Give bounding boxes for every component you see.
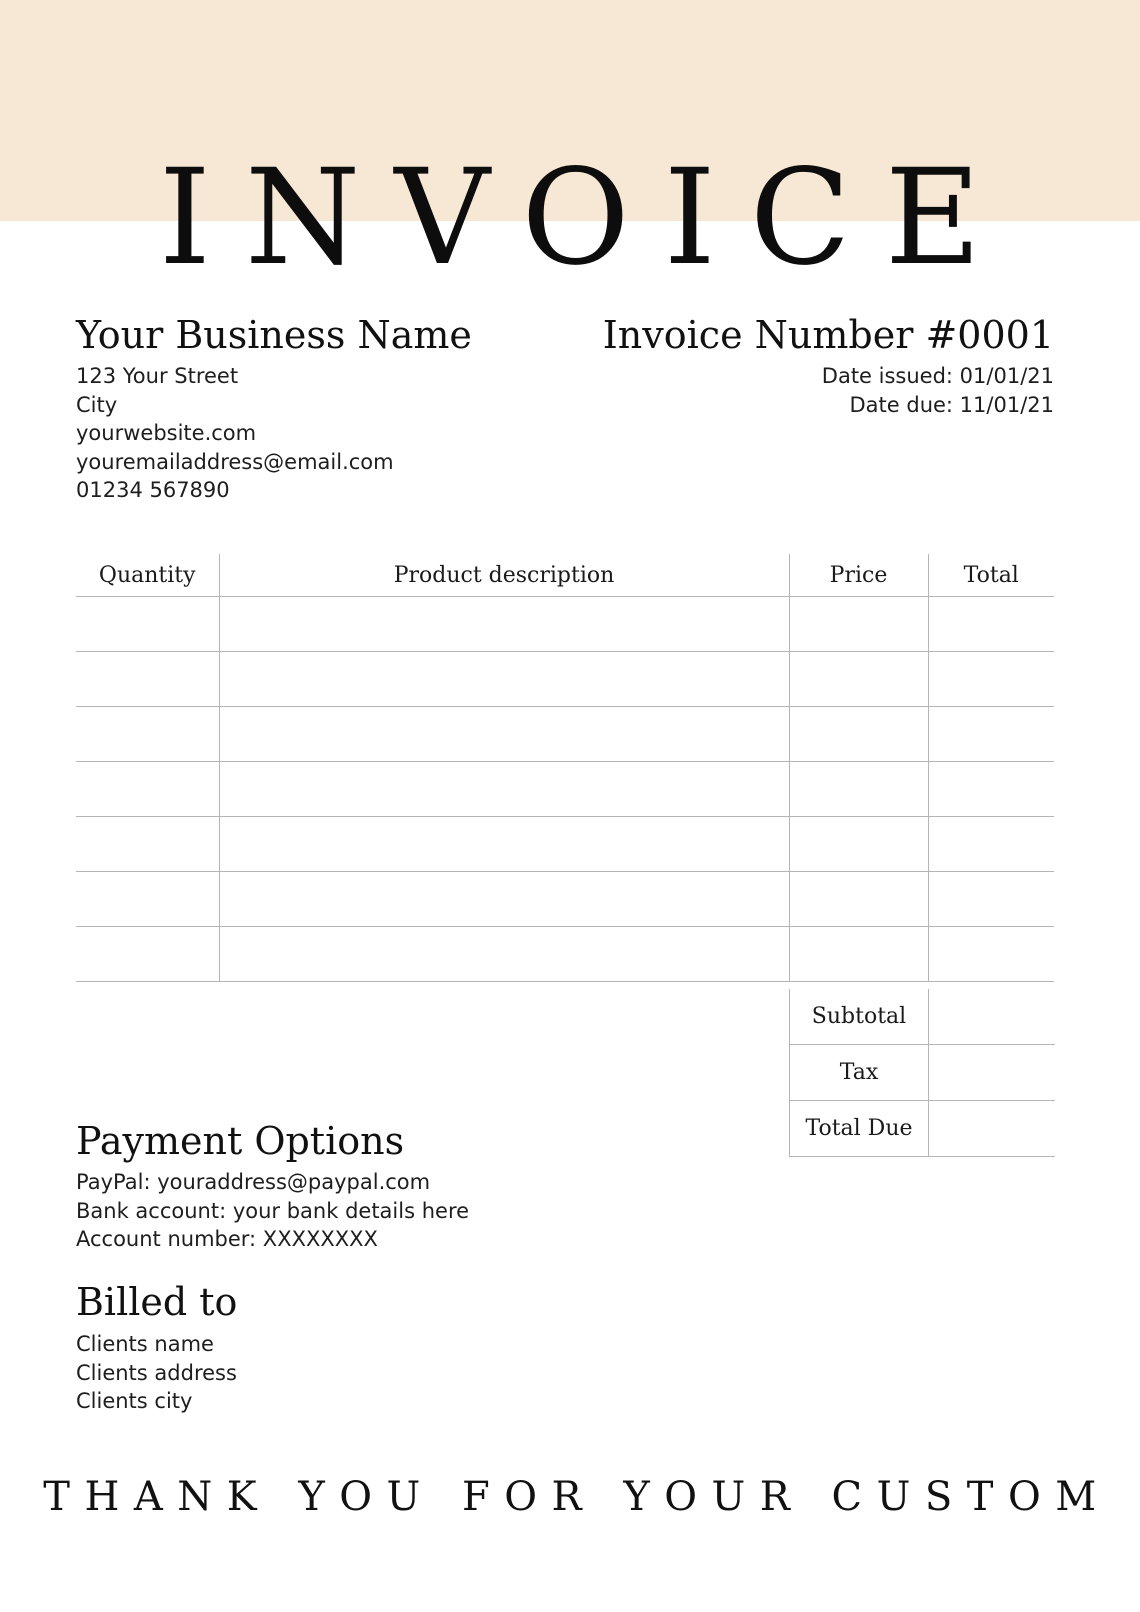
- total-due-row: [790, 1101, 1055, 1157]
- price-cell[interactable]: [789, 597, 928, 652]
- table-header-row: [76, 554, 1054, 597]
- description-cell[interactable]: [219, 927, 789, 982]
- total-due-value[interactable]: [929, 1101, 1055, 1157]
- price-cell[interactable]: [789, 762, 928, 817]
- total-due-label: Total Due: [790, 1101, 929, 1157]
- client-address: Clients address: [76, 1360, 237, 1385]
- description-cell[interactable]: [219, 762, 789, 817]
- description-cell[interactable]: [219, 652, 789, 707]
- billed-to-block: [76, 1330, 237, 1416]
- quantity-cell[interactable]: [76, 652, 219, 707]
- total-cell[interactable]: [928, 762, 1054, 817]
- quantity-cell[interactable]: [76, 597, 219, 652]
- header-price: Price: [789, 554, 928, 597]
- tax-row: [790, 1045, 1055, 1101]
- payment-options-block: [76, 1168, 469, 1254]
- total-cell[interactable]: [928, 652, 1054, 707]
- table-row: [76, 762, 1054, 817]
- header-total: Total: [928, 554, 1054, 597]
- invoice-number: Invoice Number #0001: [602, 313, 1054, 357]
- tax-value[interactable]: [929, 1045, 1055, 1101]
- tax-label: Tax: [790, 1045, 929, 1101]
- description-cell[interactable]: [219, 707, 789, 762]
- price-cell[interactable]: [789, 872, 928, 927]
- business-website: yourwebsite.com: [76, 421, 257, 445]
- header-quantity: Quantity: [76, 554, 219, 597]
- total-cell[interactable]: [928, 927, 1054, 982]
- quantity-cell[interactable]: [76, 927, 219, 982]
- client-city: Clients city: [76, 1389, 193, 1413]
- price-cell[interactable]: [789, 927, 928, 982]
- totals-table: [789, 989, 1055, 1157]
- total-cell[interactable]: [928, 817, 1054, 872]
- table-row: [76, 597, 1054, 652]
- invoice-title: INVOICE: [158, 141, 1016, 295]
- quantity-cell[interactable]: [76, 817, 219, 872]
- client-name: Clients name: [76, 1332, 214, 1356]
- price-cell[interactable]: [789, 817, 928, 872]
- quantity-cell[interactable]: [76, 762, 219, 817]
- quantity-cell[interactable]: [76, 872, 219, 927]
- date-issued: Date issued: 01/01/21: [821, 364, 1054, 388]
- table-row: [76, 652, 1054, 707]
- description-cell[interactable]: [219, 872, 789, 927]
- business-phone: 01234 567890: [76, 478, 230, 502]
- payment-paypal: PayPal: youraddress@paypal.com: [76, 1170, 431, 1194]
- date-due: Date due: 11/01/21: [849, 392, 1054, 417]
- business-city: City: [76, 392, 118, 417]
- business-email: youremailaddress@email.com: [76, 449, 394, 474]
- description-cell[interactable]: [219, 817, 789, 872]
- business-street: 123 Your Street: [76, 364, 239, 388]
- header-product-description: Product description: [219, 554, 789, 597]
- table-row: [76, 872, 1054, 927]
- price-cell[interactable]: [789, 707, 928, 762]
- total-cell[interactable]: [928, 597, 1054, 652]
- business-name: Your Business Name: [76, 313, 472, 357]
- subtotal-row: [790, 989, 1055, 1045]
- payment-bank: Bank account: your bank details here: [76, 1198, 470, 1223]
- total-cell[interactable]: [928, 707, 1054, 762]
- line-items-table: [76, 554, 1054, 982]
- description-cell[interactable]: [219, 597, 789, 652]
- payment-options-title: Payment Options: [76, 1119, 405, 1163]
- price-cell[interactable]: [789, 652, 928, 707]
- total-cell[interactable]: [928, 872, 1054, 927]
- subtotal-label: Subtotal: [790, 989, 929, 1045]
- table-row: [76, 927, 1054, 982]
- table-row: [76, 817, 1054, 872]
- quantity-cell[interactable]: [76, 707, 219, 762]
- thank-you-footer: THANK YOU FOR YOUR CUSTOM: [43, 1474, 1111, 1520]
- subtotal-value[interactable]: [929, 989, 1055, 1045]
- billed-to-title: Billed to: [76, 1280, 238, 1324]
- business-address-block: [76, 362, 394, 505]
- payment-account-number: Account number: XXXXXXXX: [76, 1227, 378, 1251]
- table-row: [76, 707, 1054, 762]
- invoice-dates-block: [822, 362, 1054, 419]
